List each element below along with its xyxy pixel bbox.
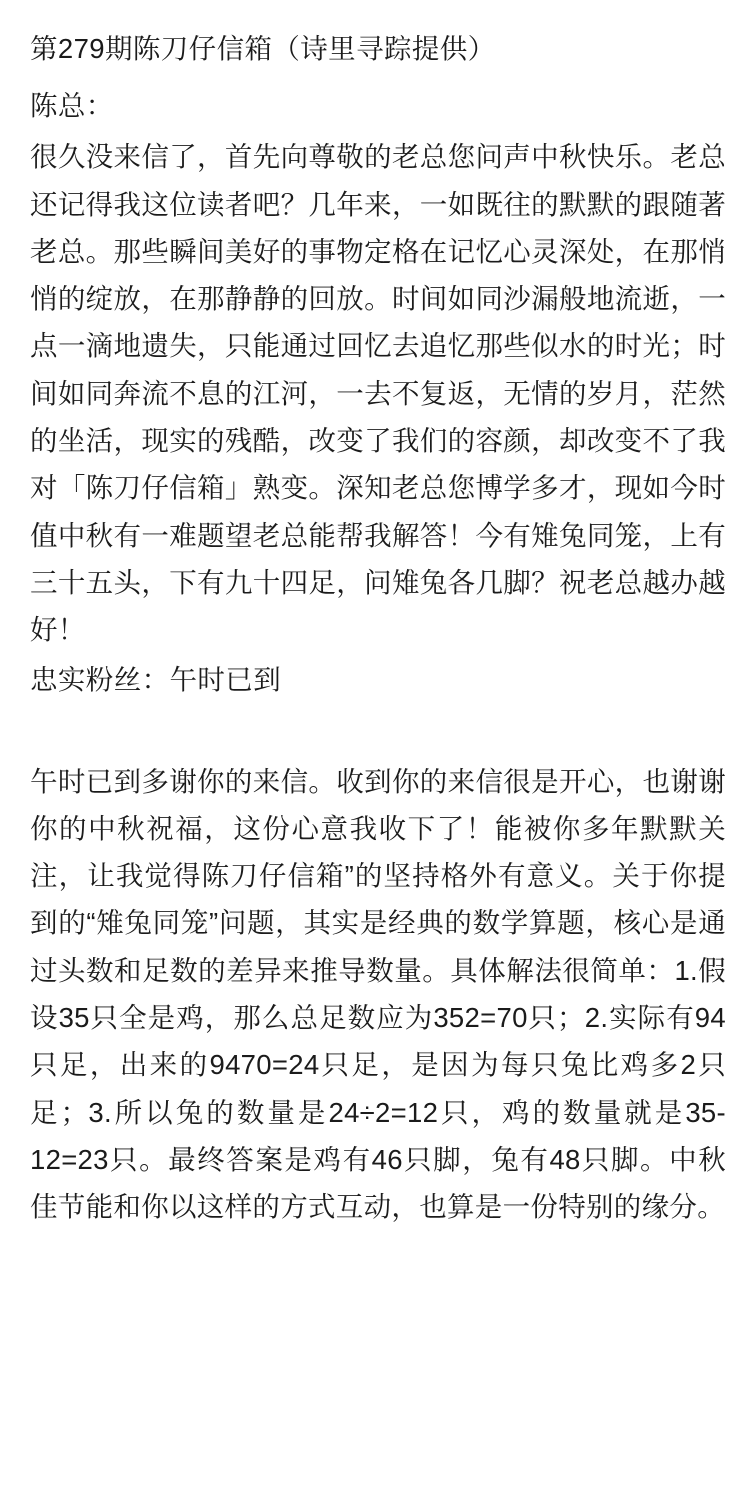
letter-signature: 忠实粉丝：午时已到	[30, 663, 282, 695]
section-divider	[30, 702, 726, 758]
letter-article	[30, 28, 726, 1230]
letter-salutation: 陈总：	[30, 89, 114, 121]
letter-body: 很久没来信了，首先向尊敬的老总您问声中秋快乐。老总还记得我这位读者吧？几年来，一如既往的默默的跟随著老总。那些瞬间美好的事物定格在记忆心灵深处，在那悄悄的绽放，在那静静的回放。时间如同沙漏般地流逝，一点一滴地遗失，只能通过回忆去追忆那些似水的时光；时间如同奔流不息的江河，一去不复返，无情的岁月，茫然的坐活，现实的残酷，改变了我们的容颜，却改变不了我对「陈刀仔信箱」熟变。深知老总您博学多才，现如今时值中秋有一难题望老总能帮我解答！今有雉兔同笼，上有三十五头，下有九十四足，问雉兔各几脚？祝老总越办越好！	[30, 141, 726, 646]
reply-body: 午时已到多谢你的来信。收到你的来信很是开心，也谢谢你的中秋祝福，这份心意我收下了！能被你多年默默关注，让我觉得陈刀仔信箱”的坚持格外有意义。关于你提到的“雉兔同笼”问题，其实是经典的数学算题，核心是通过头数和足数的差异来推导数量。具体解法很简单：1.假设35只全是鸡，那么总足数应为352=70只；2.实际有94只足，出来的9470=24只足，是因为每只兔比鸡多2只足；3.所以兔的数量是24÷2=12只，鸡的数量就是35-12=23只。最终答案是鸡有46只脚，兔有48只脚。中秋佳节能和你以这样的方式互动，也算是一份特别的缘分。	[30, 765, 726, 1223]
page-title: 第279期陈刀仔信箱（诗里寻踪提供）	[30, 33, 496, 64]
